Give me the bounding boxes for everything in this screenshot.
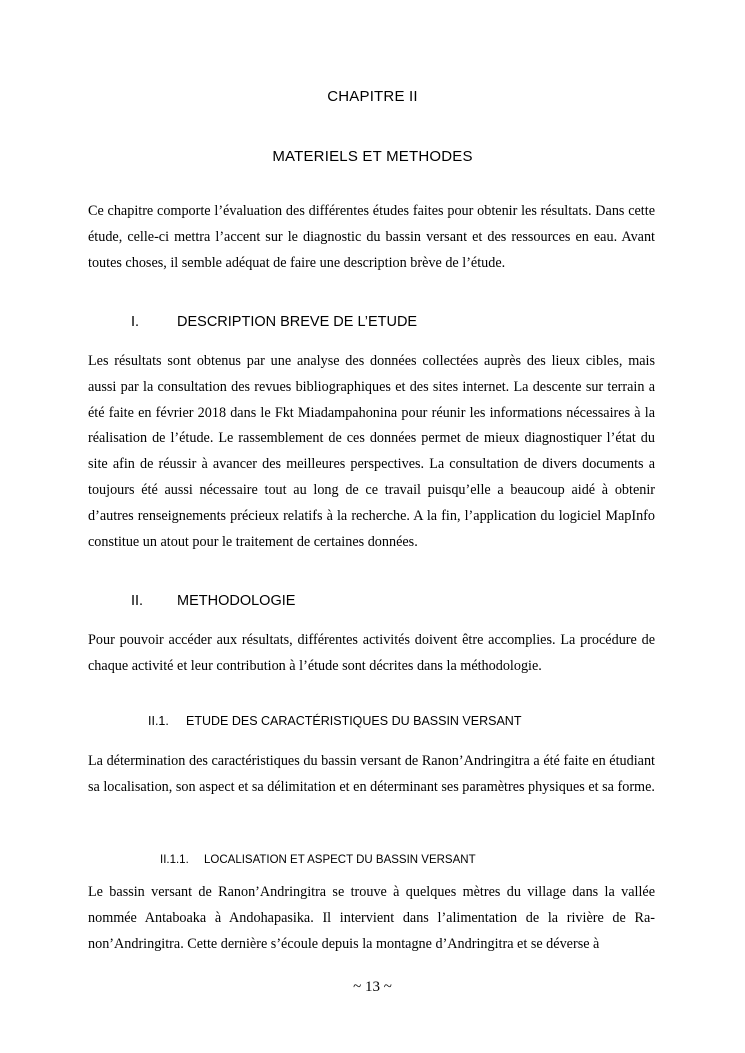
section-heading-2 <box>131 593 295 609</box>
chapter-label: CHAPITRE II <box>327 88 418 105</box>
subsection-heading <box>148 714 521 728</box>
subsection-paragraph: La détermination des caractéristiques du bassin versant de Ranon’Andringitra a été faite en étudiant sa localisation, son aspect et sa délimitation et en déterminant ses paramètres physiques et sa forme. <box>88 753 655 795</box>
subsubsection-heading <box>160 854 476 866</box>
section2-paragraph: Pour pouvoir accéder aux résultats, différentes activités doivent être accomplies. La procédure de chaque activité et leur contribution à l’étude sont décrites dans la méthodologie. <box>88 632 655 674</box>
section-number: II. <box>131 593 144 609</box>
subsubsection-number: II.1.1. <box>160 854 189 866</box>
intro-paragraph: Ce chapitre comporte l’évaluation des différentes études faites pour obtenir les résultats. Dans cette étude, celle-ci mettra l’accent sur le diagnostic du bassin versant et des ressources en eau. Avant toutes choses, il semble adéquat de faire une description brève de l’étude. <box>88 203 655 271</box>
subsection-number: II.1. <box>148 714 169 728</box>
subsection-title: ETUDE DES CARACTÉRISTIQUES DU BASSIN VERSANT <box>186 714 522 728</box>
section-title: METHODOLOGIE <box>177 593 296 609</box>
chapter-title: MATERIELS ET METHODES <box>272 148 473 165</box>
section-heading-1 <box>131 314 417 330</box>
subsubsection-paragraph: Le bassin versant de Ranon’Andringitra se trouve à quelques mètres du village dans la vallée nommée Antaboaka à Andohapasika. Il intervient dans l’alimentation de la rivière de Ranon’Andringitra. Cette dernière s’écoule depuis la montagne d’Andringitra et se déverse à <box>88 884 655 952</box>
section1-paragraph: Les résultats sont obtenus par une analyse des données collectées auprès des lieux cibles, mais aussi par la consultation des revues bibliographiques et des sites internet. La descente sur terrain a été faite en février 2018 dans le Fkt Miadampahonina pour réunir les informations nécessaires à la réalisation de l’étude. Le rassemblement de ces données permet de mieux diagnostiquer l’état du site afin de réussir à avancer des meilleures perspectives. La consultation de divers documents a toujours été aussi nécessaire tout au long de ce travail puisqu’elle a beaucoup aidé à obtenir d’autres renseignements précieux relatifs à la recherche. A la fin, l’application du logiciel MapInfo constitue un atout pour le traitement de certaines données. <box>88 353 655 550</box>
section-number: I. <box>131 314 140 330</box>
subsubsection-title: LOCALISATION ET ASPECT DU BASSIN VERSANT <box>204 854 476 866</box>
section-title: DESCRIPTION BREVE DE L’ETUDE <box>177 314 418 330</box>
page-number: ~ 13 ~ <box>353 979 392 995</box>
